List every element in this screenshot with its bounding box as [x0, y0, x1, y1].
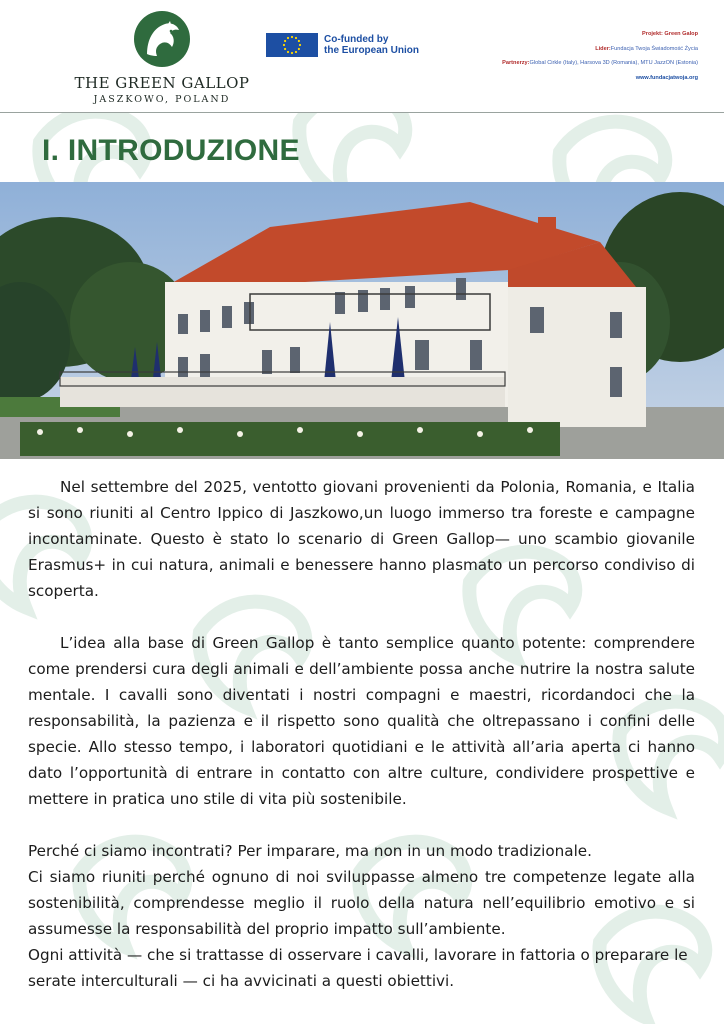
paragraph-3-line-3: Ogni attività — che si trattasse di osservare i cavalli, lavorare in fattoria o preparare le serate interculturali — ci ha avvicinati a questi obiettivi. — [28, 946, 688, 990]
eu-flag-icon — [266, 33, 318, 57]
eu-cofunded-label — [324, 34, 454, 56]
paragraph-3-line-2: Ci siamo riuniti perché ognuno di noi sviluppasse almeno tre competenze legate alla sostenibilità, comprendesse meglio il ruolo della natura nell’equilibrio emotivo e si assumesse la responsabilità del proprio impatto sull’ambiente. — [28, 868, 695, 938]
logo-title: THE GREEN GALLOP — [74, 74, 250, 92]
page-header — [0, 0, 724, 113]
eu-label-line-2: the European Union — [324, 45, 419, 56]
logo-subtitle: JASZKOWO, POLAND — [93, 94, 231, 105]
project-label: Projekt: Green Galop — [642, 31, 698, 37]
body-text — [28, 474, 695, 994]
leader-label: Lider: — [595, 45, 611, 52]
manor-house-photo — [0, 182, 724, 459]
green-gallop-horse-logo-icon — [133, 10, 191, 68]
section-title: I. INTRODUZIONE — [42, 134, 300, 167]
website-link[interactable]: www.fundacjatwoja.org — [635, 74, 698, 81]
project-info — [438, 27, 698, 85]
paragraph-2: L’idea alla base di Green Gallop è tanto semplice quanto potente: comprendere come prendersi cura degli animali e dell’ambiente possa anche nutrire la nostra salute mentale. I cavalli sono diventati i nostri compagni e maestri, ricordandoci che la responsabilità, la pazienza e il rispetto sono qualità che oltrepassano i confini delle specie. Allo stesso tempo, i laboratori quotidiani e le attività all’aria aperta ci hanno dato l’opportunità di entrare in contatto con altre culture, condividere prospettive e mettere in pratica uno stile di vita più sostenibile. — [28, 634, 695, 808]
eu-label-line-1: Co-funded by — [324, 34, 389, 45]
partners-value: Global Cirkle (Italy), Harsova 3D (Romania), MTU JazzON (Estonia) — [529, 60, 698, 66]
paragraph-3-line-1: Perché ci siamo incontrati? Per imparare, ma non in un modo tradizionale. — [28, 842, 592, 860]
leader-value: Fundacja Twoja Świadomość Życia — [610, 45, 698, 52]
paragraph-3 — [28, 838, 695, 994]
paragraph-1: Nel settembre del 2025, ventotto giovani provenienti da Polonia, Romania, e Italia si sono riuniti al Centro Ippico di Jaszkowo,un luogo immerso tra foreste e campagne incontaminate. Questo è stato lo scenario di Green Gallop— uno scambio giovanile Erasmus+ in cui natura, animali e benessere hanno plasmato un percorso condiviso di scoperta. — [28, 478, 695, 600]
partners-label: Partnerzy: — [502, 60, 530, 66]
